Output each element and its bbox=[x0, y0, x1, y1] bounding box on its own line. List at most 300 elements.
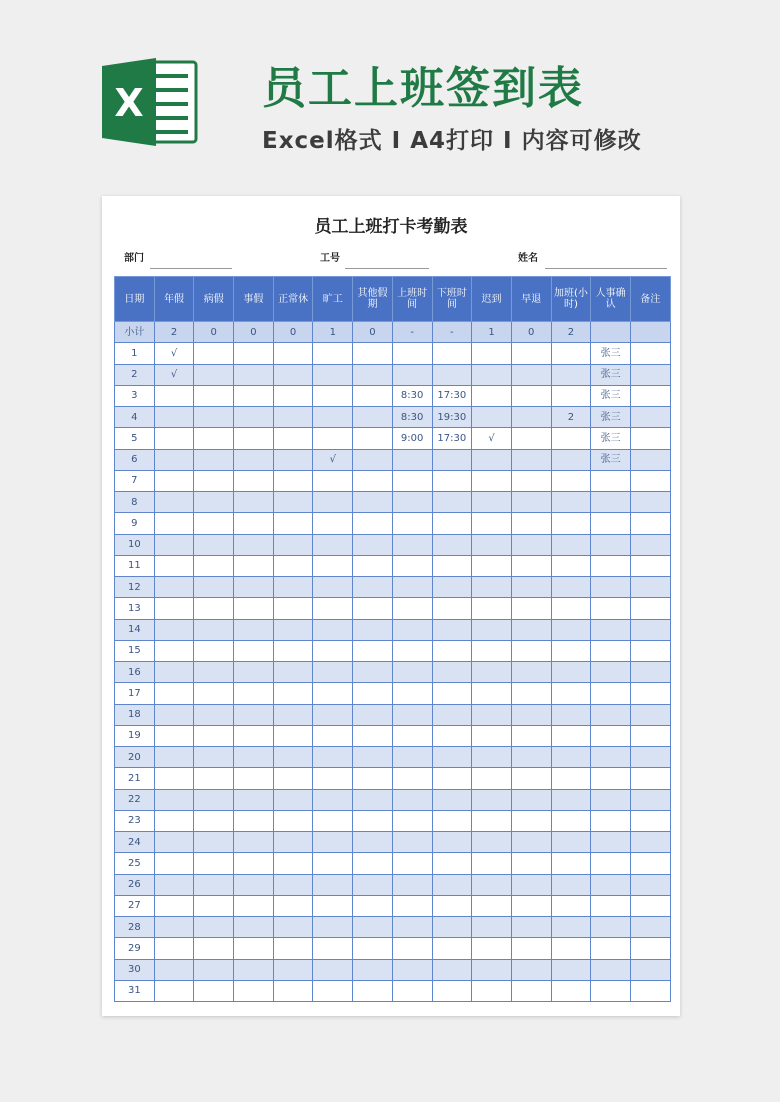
table-cell[interactable] bbox=[472, 555, 512, 576]
table-cell[interactable] bbox=[194, 683, 234, 704]
table-cell[interactable] bbox=[472, 407, 512, 428]
table-cell[interactable] bbox=[353, 555, 393, 576]
table-cell[interactable]: 16 bbox=[115, 662, 155, 683]
table-cell[interactable] bbox=[234, 619, 274, 640]
table-cell[interactable] bbox=[194, 364, 234, 385]
table-cell[interactable] bbox=[154, 938, 194, 959]
table-cell[interactable] bbox=[591, 555, 631, 576]
table-cell[interactable] bbox=[273, 747, 313, 768]
table-cell[interactable] bbox=[551, 747, 591, 768]
table-cell[interactable] bbox=[511, 747, 551, 768]
table-cell[interactable] bbox=[472, 895, 512, 916]
table-cell[interactable] bbox=[511, 343, 551, 364]
table-cell[interactable] bbox=[432, 577, 472, 598]
table-cell[interactable] bbox=[392, 364, 432, 385]
table-cell[interactable] bbox=[353, 789, 393, 810]
table-cell[interactable] bbox=[194, 980, 234, 1001]
table-cell[interactable] bbox=[392, 789, 432, 810]
table-cell[interactable] bbox=[591, 534, 631, 555]
table-cell[interactable]: 2 bbox=[154, 322, 194, 343]
table-cell[interactable] bbox=[551, 683, 591, 704]
table-cell[interactable] bbox=[154, 704, 194, 725]
table-cell[interactable] bbox=[353, 768, 393, 789]
table-cell[interactable] bbox=[472, 619, 512, 640]
table-cell[interactable] bbox=[472, 470, 512, 491]
table-cell[interactable]: √ bbox=[472, 428, 512, 449]
table-cell[interactable] bbox=[511, 917, 551, 938]
table-cell[interactable]: 0 bbox=[511, 322, 551, 343]
table-cell[interactable] bbox=[353, 704, 393, 725]
table-cell[interactable] bbox=[353, 683, 393, 704]
table-cell[interactable] bbox=[234, 662, 274, 683]
table-cell[interactable] bbox=[313, 938, 353, 959]
table-cell[interactable] bbox=[392, 577, 432, 598]
table-cell[interactable] bbox=[591, 619, 631, 640]
table-cell[interactable] bbox=[392, 534, 432, 555]
table-cell[interactable]: 12 bbox=[115, 577, 155, 598]
table-cell[interactable] bbox=[353, 492, 393, 513]
table-cell[interactable]: 张三 bbox=[591, 449, 631, 470]
table-cell[interactable] bbox=[630, 577, 670, 598]
table-cell[interactable] bbox=[194, 832, 234, 853]
table-cell[interactable] bbox=[591, 768, 631, 789]
table-cell[interactable] bbox=[234, 513, 274, 534]
table-cell[interactable]: 1 bbox=[313, 322, 353, 343]
table-cell[interactable] bbox=[154, 470, 194, 491]
table-cell[interactable]: 张三 bbox=[591, 385, 631, 406]
table-cell[interactable] bbox=[273, 640, 313, 661]
table-cell[interactable] bbox=[353, 980, 393, 1001]
table-cell[interactable]: 0 bbox=[194, 322, 234, 343]
table-cell[interactable] bbox=[392, 449, 432, 470]
table-cell[interactable] bbox=[234, 470, 274, 491]
table-cell[interactable] bbox=[353, 428, 393, 449]
table-cell[interactable] bbox=[273, 534, 313, 555]
table-cell[interactable] bbox=[551, 704, 591, 725]
employee-id-input-line[interactable] bbox=[345, 268, 429, 269]
table-cell[interactable]: 20 bbox=[115, 747, 155, 768]
table-cell[interactable] bbox=[472, 959, 512, 980]
table-cell[interactable] bbox=[392, 640, 432, 661]
table-cell[interactable] bbox=[353, 364, 393, 385]
table-cell[interactable] bbox=[313, 853, 353, 874]
table-cell[interactable] bbox=[432, 534, 472, 555]
table-cell[interactable] bbox=[194, 917, 234, 938]
table-cell[interactable] bbox=[630, 428, 670, 449]
table-cell[interactable]: √ bbox=[154, 343, 194, 364]
table-cell[interactable]: 2 bbox=[551, 322, 591, 343]
table-cell[interactable] bbox=[511, 980, 551, 1001]
table-cell[interactable] bbox=[313, 768, 353, 789]
table-cell[interactable] bbox=[511, 470, 551, 491]
table-cell[interactable] bbox=[194, 407, 234, 428]
table-cell[interactable] bbox=[234, 853, 274, 874]
table-cell[interactable] bbox=[432, 470, 472, 491]
table-cell[interactable] bbox=[273, 407, 313, 428]
table-cell[interactable] bbox=[432, 343, 472, 364]
table-cell[interactable] bbox=[313, 640, 353, 661]
table-cell[interactable] bbox=[234, 385, 274, 406]
table-cell[interactable] bbox=[551, 959, 591, 980]
table-cell[interactable] bbox=[551, 619, 591, 640]
table-cell[interactable] bbox=[472, 874, 512, 895]
table-cell[interactable]: 1 bbox=[115, 343, 155, 364]
table-cell[interactable] bbox=[273, 555, 313, 576]
table-cell[interactable] bbox=[472, 810, 512, 831]
table-cell[interactable] bbox=[630, 938, 670, 959]
table-cell[interactable] bbox=[313, 428, 353, 449]
table-cell[interactable] bbox=[392, 598, 432, 619]
table-cell[interactable] bbox=[551, 492, 591, 513]
table-cell[interactable] bbox=[630, 917, 670, 938]
table-cell[interactable] bbox=[353, 917, 393, 938]
table-cell[interactable] bbox=[194, 874, 234, 895]
table-cell[interactable] bbox=[511, 938, 551, 959]
table-cell[interactable]: 8 bbox=[115, 492, 155, 513]
table-cell[interactable] bbox=[511, 640, 551, 661]
table-cell[interactable] bbox=[591, 725, 631, 746]
table-cell[interactable] bbox=[234, 598, 274, 619]
table-cell[interactable] bbox=[154, 853, 194, 874]
table-cell[interactable] bbox=[313, 683, 353, 704]
table-cell[interactable] bbox=[432, 980, 472, 1001]
table-cell[interactable] bbox=[392, 513, 432, 534]
table-cell[interactable] bbox=[630, 895, 670, 916]
table-cell[interactable] bbox=[234, 895, 274, 916]
table-cell[interactable] bbox=[273, 385, 313, 406]
table-cell[interactable]: 小计 bbox=[115, 322, 155, 343]
table-cell[interactable] bbox=[630, 449, 670, 470]
table-cell[interactable] bbox=[273, 470, 313, 491]
table-cell[interactable] bbox=[353, 874, 393, 895]
table-cell[interactable]: 18 bbox=[115, 704, 155, 725]
table-cell[interactable] bbox=[273, 662, 313, 683]
table-cell[interactable] bbox=[313, 492, 353, 513]
table-cell[interactable] bbox=[511, 768, 551, 789]
table-cell[interactable]: 0 bbox=[353, 322, 393, 343]
table-cell[interactable] bbox=[551, 428, 591, 449]
table-cell[interactable] bbox=[511, 428, 551, 449]
table-cell[interactable] bbox=[630, 810, 670, 831]
table-cell[interactable] bbox=[551, 577, 591, 598]
table-cell[interactable] bbox=[273, 959, 313, 980]
table-cell[interactable] bbox=[154, 577, 194, 598]
table-cell[interactable] bbox=[432, 492, 472, 513]
table-cell[interactable] bbox=[234, 789, 274, 810]
table-cell[interactable] bbox=[551, 917, 591, 938]
table-cell[interactable] bbox=[551, 640, 591, 661]
table-cell[interactable] bbox=[194, 853, 234, 874]
table-cell[interactable] bbox=[273, 619, 313, 640]
table-cell[interactable] bbox=[313, 704, 353, 725]
table-cell[interactable] bbox=[551, 385, 591, 406]
table-cell[interactable]: 张三 bbox=[591, 407, 631, 428]
table-cell[interactable]: 张三 bbox=[591, 428, 631, 449]
table-cell[interactable] bbox=[472, 598, 512, 619]
table-cell[interactable] bbox=[353, 895, 393, 916]
table-cell[interactable] bbox=[154, 747, 194, 768]
dept-input-line[interactable] bbox=[150, 268, 232, 269]
table-cell[interactable]: 张三 bbox=[591, 364, 631, 385]
table-cell[interactable] bbox=[630, 364, 670, 385]
table-cell[interactable] bbox=[630, 874, 670, 895]
table-cell[interactable] bbox=[591, 747, 631, 768]
table-cell[interactable]: √ bbox=[313, 449, 353, 470]
table-cell[interactable] bbox=[234, 407, 274, 428]
table-cell[interactable] bbox=[472, 832, 512, 853]
table-cell[interactable] bbox=[234, 555, 274, 576]
table-cell[interactable] bbox=[591, 662, 631, 683]
table-cell[interactable]: 9:00 bbox=[392, 428, 432, 449]
table-cell[interactable] bbox=[234, 725, 274, 746]
table-cell[interactable] bbox=[472, 789, 512, 810]
table-cell[interactable] bbox=[154, 768, 194, 789]
table-cell[interactable]: 10 bbox=[115, 534, 155, 555]
table-cell[interactable] bbox=[154, 917, 194, 938]
table-cell[interactable] bbox=[353, 938, 393, 959]
table-cell[interactable] bbox=[154, 874, 194, 895]
table-cell[interactable] bbox=[313, 619, 353, 640]
table-cell[interactable] bbox=[273, 874, 313, 895]
table-cell[interactable] bbox=[273, 832, 313, 853]
table-cell[interactable] bbox=[551, 449, 591, 470]
table-cell[interactable] bbox=[432, 853, 472, 874]
table-cell[interactable] bbox=[194, 492, 234, 513]
table-cell[interactable] bbox=[273, 789, 313, 810]
table-cell[interactable] bbox=[273, 492, 313, 513]
table-cell[interactable] bbox=[630, 513, 670, 534]
table-cell[interactable] bbox=[273, 343, 313, 364]
table-cell[interactable] bbox=[511, 449, 551, 470]
table-cell[interactable] bbox=[432, 917, 472, 938]
table-cell[interactable] bbox=[432, 725, 472, 746]
table-cell[interactable]: 0 bbox=[234, 322, 274, 343]
table-cell[interactable] bbox=[551, 789, 591, 810]
table-cell[interactable] bbox=[154, 810, 194, 831]
table-cell[interactable] bbox=[273, 449, 313, 470]
table-cell[interactable] bbox=[313, 917, 353, 938]
table-cell[interactable]: 5 bbox=[115, 428, 155, 449]
table-cell[interactable] bbox=[432, 513, 472, 534]
table-cell[interactable] bbox=[432, 662, 472, 683]
table-cell[interactable] bbox=[313, 747, 353, 768]
table-cell[interactable] bbox=[154, 598, 194, 619]
table-cell[interactable] bbox=[234, 747, 274, 768]
table-cell[interactable] bbox=[234, 810, 274, 831]
table-cell[interactable]: 3 bbox=[115, 385, 155, 406]
table-cell[interactable] bbox=[472, 917, 512, 938]
table-cell[interactable] bbox=[194, 470, 234, 491]
table-cell[interactable] bbox=[194, 577, 234, 598]
table-cell[interactable]: 13 bbox=[115, 598, 155, 619]
table-cell[interactable] bbox=[511, 492, 551, 513]
table-cell[interactable] bbox=[154, 619, 194, 640]
table-cell[interactable] bbox=[313, 364, 353, 385]
table-cell[interactable] bbox=[194, 513, 234, 534]
table-cell[interactable] bbox=[511, 662, 551, 683]
table-cell[interactable] bbox=[313, 789, 353, 810]
table-cell[interactable] bbox=[353, 534, 393, 555]
table-cell[interactable] bbox=[194, 789, 234, 810]
table-cell[interactable] bbox=[234, 938, 274, 959]
table-cell[interactable]: 6 bbox=[115, 449, 155, 470]
table-cell[interactable] bbox=[392, 725, 432, 746]
table-cell[interactable]: 24 bbox=[115, 832, 155, 853]
table-cell[interactable] bbox=[273, 768, 313, 789]
table-cell[interactable] bbox=[432, 683, 472, 704]
table-cell[interactable]: 27 bbox=[115, 895, 155, 916]
table-cell[interactable] bbox=[234, 874, 274, 895]
table-cell[interactable] bbox=[154, 449, 194, 470]
table-cell[interactable] bbox=[511, 789, 551, 810]
table-cell[interactable] bbox=[154, 683, 194, 704]
table-cell[interactable] bbox=[313, 385, 353, 406]
table-cell[interactable] bbox=[472, 747, 512, 768]
table-cell[interactable]: 29 bbox=[115, 938, 155, 959]
table-cell[interactable] bbox=[273, 704, 313, 725]
table-cell[interactable] bbox=[313, 832, 353, 853]
table-cell[interactable] bbox=[511, 704, 551, 725]
table-cell[interactable] bbox=[551, 598, 591, 619]
table-cell[interactable] bbox=[591, 853, 631, 874]
table-cell[interactable] bbox=[353, 343, 393, 364]
table-cell[interactable] bbox=[630, 385, 670, 406]
table-cell[interactable] bbox=[194, 619, 234, 640]
table-cell[interactable] bbox=[234, 492, 274, 513]
table-cell[interactable] bbox=[630, 555, 670, 576]
table-cell[interactable] bbox=[630, 619, 670, 640]
table-cell[interactable] bbox=[392, 874, 432, 895]
table-cell[interactable]: 2 bbox=[551, 407, 591, 428]
table-cell[interactable]: 22 bbox=[115, 789, 155, 810]
table-cell[interactable] bbox=[273, 577, 313, 598]
table-cell[interactable] bbox=[432, 747, 472, 768]
table-cell[interactable] bbox=[234, 832, 274, 853]
table-cell[interactable]: 4 bbox=[115, 407, 155, 428]
table-cell[interactable] bbox=[353, 725, 393, 746]
table-cell[interactable] bbox=[392, 959, 432, 980]
table-cell[interactable] bbox=[591, 640, 631, 661]
table-cell[interactable] bbox=[511, 385, 551, 406]
table-cell[interactable] bbox=[154, 789, 194, 810]
table-cell[interactable] bbox=[194, 747, 234, 768]
table-cell[interactable]: √ bbox=[154, 364, 194, 385]
table-cell[interactable] bbox=[234, 534, 274, 555]
table-cell[interactable] bbox=[273, 980, 313, 1001]
table-cell[interactable] bbox=[511, 619, 551, 640]
table-cell[interactable] bbox=[313, 577, 353, 598]
table-cell[interactable] bbox=[472, 725, 512, 746]
table-cell[interactable] bbox=[591, 874, 631, 895]
table-cell[interactable] bbox=[591, 917, 631, 938]
table-cell[interactable] bbox=[432, 640, 472, 661]
table-cell[interactable]: - bbox=[392, 322, 432, 343]
table-cell[interactable] bbox=[591, 789, 631, 810]
table-cell[interactable] bbox=[511, 364, 551, 385]
table-cell[interactable] bbox=[273, 810, 313, 831]
table-cell[interactable] bbox=[313, 662, 353, 683]
table-cell[interactable] bbox=[392, 683, 432, 704]
table-cell[interactable] bbox=[194, 449, 234, 470]
table-cell[interactable] bbox=[432, 619, 472, 640]
table-cell[interactable] bbox=[194, 534, 234, 555]
table-cell[interactable] bbox=[313, 598, 353, 619]
table-cell[interactable] bbox=[511, 832, 551, 853]
table-cell[interactable] bbox=[392, 470, 432, 491]
table-cell[interactable] bbox=[194, 598, 234, 619]
table-cell[interactable] bbox=[273, 725, 313, 746]
table-cell[interactable]: 30 bbox=[115, 959, 155, 980]
table-cell[interactable] bbox=[432, 895, 472, 916]
table-cell[interactable] bbox=[630, 492, 670, 513]
table-cell[interactable] bbox=[551, 470, 591, 491]
table-cell[interactable] bbox=[273, 938, 313, 959]
table-cell[interactable] bbox=[591, 577, 631, 598]
table-cell[interactable]: 8:30 bbox=[392, 407, 432, 428]
table-cell[interactable] bbox=[392, 492, 432, 513]
table-cell[interactable] bbox=[194, 768, 234, 789]
table-cell[interactable] bbox=[154, 980, 194, 1001]
table-cell[interactable] bbox=[591, 959, 631, 980]
table-cell[interactable] bbox=[313, 470, 353, 491]
table-cell[interactable] bbox=[154, 725, 194, 746]
table-cell[interactable] bbox=[313, 810, 353, 831]
table-cell[interactable] bbox=[591, 322, 631, 343]
table-cell[interactable] bbox=[432, 874, 472, 895]
table-cell[interactable] bbox=[551, 810, 591, 831]
table-cell[interactable] bbox=[591, 513, 631, 534]
table-cell[interactable] bbox=[392, 662, 432, 683]
table-cell[interactable] bbox=[353, 619, 393, 640]
table-cell[interactable] bbox=[630, 470, 670, 491]
table-cell[interactable] bbox=[472, 640, 512, 661]
table-cell[interactable] bbox=[432, 768, 472, 789]
table-cell[interactable]: 1 bbox=[472, 322, 512, 343]
table-cell[interactable] bbox=[551, 938, 591, 959]
table-cell[interactable] bbox=[353, 747, 393, 768]
table-cell[interactable] bbox=[154, 959, 194, 980]
table-cell[interactable] bbox=[591, 810, 631, 831]
table-cell[interactable]: 17 bbox=[115, 683, 155, 704]
table-cell[interactable] bbox=[353, 810, 393, 831]
table-cell[interactable] bbox=[551, 874, 591, 895]
table-cell[interactable] bbox=[234, 577, 274, 598]
table-cell[interactable] bbox=[234, 959, 274, 980]
table-cell[interactable] bbox=[194, 385, 234, 406]
table-cell[interactable] bbox=[313, 874, 353, 895]
table-cell[interactable] bbox=[551, 534, 591, 555]
table-cell[interactable] bbox=[154, 662, 194, 683]
table-cell[interactable] bbox=[273, 683, 313, 704]
table-cell[interactable] bbox=[432, 810, 472, 831]
table-cell[interactable] bbox=[154, 534, 194, 555]
table-cell[interactable] bbox=[511, 555, 551, 576]
table-cell[interactable] bbox=[353, 449, 393, 470]
table-cell[interactable] bbox=[591, 492, 631, 513]
table-cell[interactable] bbox=[353, 577, 393, 598]
table-cell[interactable] bbox=[154, 640, 194, 661]
table-cell[interactable] bbox=[194, 704, 234, 725]
table-cell[interactable] bbox=[194, 959, 234, 980]
table-cell[interactable] bbox=[313, 895, 353, 916]
table-cell[interactable]: 14 bbox=[115, 619, 155, 640]
table-cell[interactable] bbox=[234, 980, 274, 1001]
table-cell[interactable] bbox=[313, 555, 353, 576]
table-cell[interactable] bbox=[472, 534, 512, 555]
table-cell[interactable] bbox=[353, 832, 393, 853]
table-cell[interactable] bbox=[551, 768, 591, 789]
table-cell[interactable] bbox=[273, 598, 313, 619]
